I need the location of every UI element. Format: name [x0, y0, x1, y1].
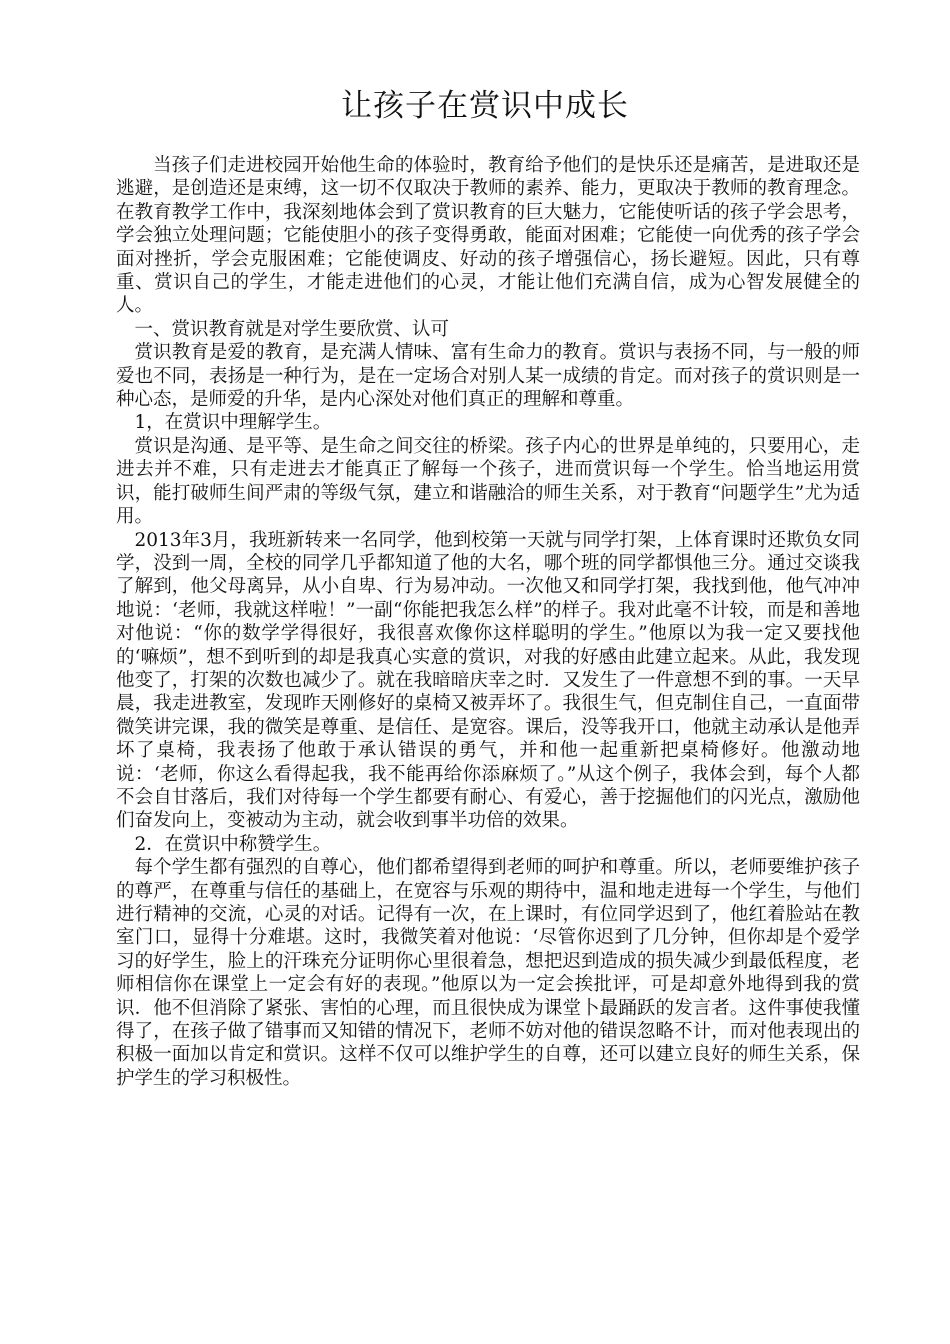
paragraph: 赏识是沟通、是平等、是生命之间交往的桥梁。孩子内心的世界是单纯的，只要用心，走进去并不难，只有走进去才能真正了解每一个孩子，进而赏识每一个学生。恰当地运用赏识，能打破师生间严肃的等级气氛，建立和谐融洽的师生关系，对于教育“问题学生”尤为适用。	[116, 435, 860, 528]
paragraph-intro: 当孩子们走进校园开始他生命的体验时，教育给予他们的是快乐还是痛苦，是进取还是逃避，是创造还是束缚，这一切不仅取决于教师的素养、能力，更取决于教师的教育理念。在教育教学工作中，我深刻地体会到了赏识教育的巨大魅力，它能使听话的孩子学会思考，学会独立处理问题；它能使胆小的孩子变得勇敢，能面对困难；它能使一向优秀的孩子学会面对挫折，学会克服困难；它能使调皮、好动的孩子增强信心，扬长避短。因此，只有尊重、赏识自己的学生，才能走进他们的心灵，才能让他们充满自信，成为心智发展健全的人。	[116, 155, 860, 317]
paragraph-story-1: 2013年3月，我班新转来一名同学，他到校第一天就与同学打架，上体育课时还欺负女同学，没到一周，全校的同学几乎都知道了他的大名，哪个班的同学都惧他三分。通过交谈我了解到，他父母离异，从小自卑、行为易冲动。一次他又和同学打架，我找到他，他气冲冲地说：‘老师，我就这样啦！”一副“你能把我怎么样”的样子。我对此毫不计较，而是和善地对他说：“你的数学学得很好，我很喜欢像你这样聪明的学生。”他原以为我一定又要找他的‘嘛烦”，想不到听到的却是我真心实意的赏识，对我的好感由此建立起来。从此，我发现他变了，打架的次数也减少了。就在我暗暗庆幸之时．又发生了一件意想不到的事。一天早晨，我走进教室，发现昨天刚修好的桌椅又被弄坏了。我很生气，但克制住自己，一直面带微笑讲完课，我的微笑是尊重、是信任、是宽容。课后，没等我开口，他就主动承认是他弄坏了桌椅，我表扬了他敢于承认错误的勇气，并和他一起重新把桌椅修好。他激动地说：‘老师，你这么看得起我，我不能再给你添麻烦了。”从这个例子，我体会到，每个人都不会自甘落后，我们对待每一个学生都要有耐心、有爱心，善于挖掘他们的闪光点，激励他们奋发向上，变被动为主动，就会收到事半功倍的效果。	[116, 529, 860, 832]
document-body	[116, 154, 860, 1090]
document-title: 让孩子在赏识中成长	[341, 88, 629, 124]
subsection-heading-2: 2．在赏识中称赞学生。	[134, 833, 332, 855]
paragraph: 赏识教育是爱的教育，是充满人情味、富有生命力的教育。赏识与表扬不同，与一般的师爱也不同，表扬是一种行为，是在一定场合对别人某一成绩的肯定。而对孩子的赏识则是一种心态，是师爱的升华，是内心深处对他们真正的理解和尊重。	[116, 342, 860, 411]
subsection-heading-1: 1，在赏识中理解学生。	[134, 412, 332, 434]
section-heading-1: 一、赏识教育就是对学生要欣赏、认可	[134, 318, 450, 340]
paragraph-story-2: 每个学生都有强烈的自尊心，他们都希望得到老师的呵护和尊重。所以，老师要维护孩子的尊严，在尊重与信任的基础上，在宽容与乐观的期待中，温和地走进每一个学生，与他们进行精神的交流，心灵的对话。记得有一次，在上课时，有位同学迟到了，他红着脸站在教室门口，显得十分难堪。这时，我微笑着对他说：‘尽管你迟到了几分钟，但你却是个爱学习的好学生，脸上的汗珠充分证明你心里很着急，想把迟到造成的损失减少到最低程度，老师相信你在课堂上一定会有好的表现。”他原以为一定会挨批评，可是却意外地得到我的赏识．他不但消除了紧张、害怕的心理，而且很快成为课堂卜最踊跃的发言者。这件事使我懂得了，在孩子做了错事而又知错的情况下，老师不妨对他的错误忽略不计，而对他表现出的积极一面加以肯定和赏识。这样不仅可以维护学生的自尊，还可以建立良好的师生关系，保护学生的学习积极性。	[116, 857, 860, 1089]
